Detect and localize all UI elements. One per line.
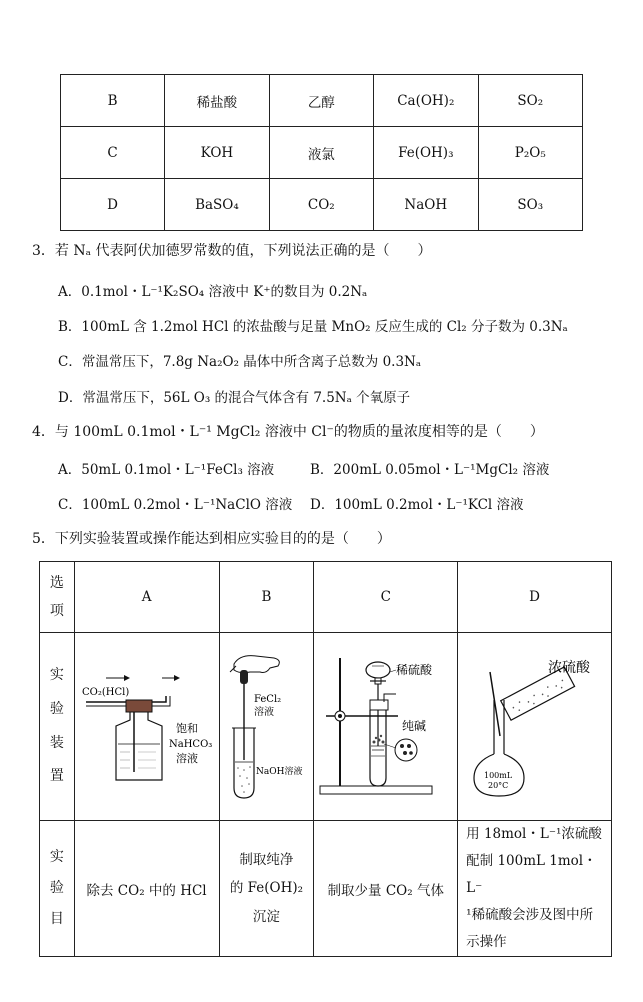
question-4-stem: 4．与 100mL 0.1mol・L⁻¹ MgCl₂ 溶液中 Cl⁻的物质的量浓度相等的是（ ） [32, 424, 544, 440]
header-label-line2: 项 [49, 603, 64, 619]
solution-label-1: 饱和 [175, 721, 198, 735]
question-3-option-b: B．100mL 含 1.2mol HCl 的浓盐酸与足量 MnO₂ 反应生成的 Cl₂ 分子数为 0.3Nₐ [58, 319, 568, 335]
header-label-line1: 选 [49, 575, 64, 591]
gas-generator-figure [316, 650, 456, 800]
question-5-stem: 5．下列实验装置或操作能达到相应实验目的的是（ ） [32, 531, 391, 547]
label-char: 验 [49, 880, 64, 897]
question-3-option-d: D．常温常压下，56L O₃ 的混合气体含有 7.5Nₐ 个氧原子 [58, 390, 411, 406]
reagent-label-1: FeCl₂ [254, 693, 282, 705]
apparatus-label-cell [40, 633, 75, 821]
acid-label: 稀硫酸 [395, 662, 432, 677]
purpose-b-cell [219, 821, 314, 957]
table-row [61, 179, 583, 231]
question-3-option-c: C．常温常压下，7.8g Na₂O₂ 晶体中所含离子总数为 0.3Nₐ [58, 354, 422, 370]
gas-label: CO₂(HCl) [81, 686, 129, 698]
purpose-label-cell [40, 821, 75, 957]
reagent-label-3: NaOH溶液 [256, 766, 303, 777]
header-label-cell [40, 562, 75, 633]
options-table [60, 74, 583, 231]
label-char: 装 [49, 734, 64, 751]
column-header-b: B [219, 562, 314, 633]
dropper-test-tube-figure [220, 650, 312, 800]
flask-label-1: 100mL [483, 770, 512, 780]
table-row [40, 633, 612, 821]
table-row [40, 821, 612, 957]
table-cell: NaOH [373, 179, 478, 231]
question-3-stem: 3．若 Nₐ 代表阿伏加德罗常数的值，下列说法正确的是（ ） [32, 243, 432, 259]
purpose-d-line: 示操作 [466, 934, 507, 950]
column-header-a: A [74, 562, 219, 633]
table-cell: 液氯 [269, 127, 373, 179]
purpose-d-cell [458, 821, 612, 957]
table-cell: 乙醇 [269, 75, 373, 127]
table-cell: D [61, 179, 165, 231]
purpose-b-line: 的 Fe(OH)₂ [229, 880, 304, 897]
solution-label-2: NaHCO₃ [168, 738, 212, 750]
purpose-d-line: ¹稀硫酸会涉及图中所 [466, 907, 594, 923]
table-cell: 稀盐酸 [165, 75, 269, 127]
table-cell: SO₃ [478, 179, 582, 231]
column-header-c: C [314, 562, 458, 633]
question-4-option-b: B．200mL 0.05mol・L⁻¹MgCl₂ 溶液 [310, 462, 550, 478]
label-char: 实 [49, 849, 64, 866]
apparatus-c-cell [314, 633, 458, 821]
purpose-c: 制取少量 CO₂ 气体 [314, 821, 458, 957]
table-cell: CO₂ [269, 179, 373, 231]
column-header-d: D [458, 562, 612, 633]
table-cell: B [61, 75, 165, 127]
question-4-option-a: A．50mL 0.1mol・L⁻¹FeCl₃ 溶液 [58, 462, 275, 478]
flask-label-2: 20°C [487, 780, 508, 790]
conc-acid-label: 浓硫酸 [547, 659, 590, 676]
table-cell: KOH [165, 127, 269, 179]
apparatus-d-cell [458, 633, 612, 821]
question-3-option-a: A．0.1mol・L⁻¹K₂SO₄ 溶液中 K⁺的数目为 0.2Nₐ [58, 284, 368, 300]
purpose-b-line: 沉淀 [252, 908, 280, 925]
table-cell: Fe(OH)₃ [373, 127, 478, 179]
base-label: 纯碱 [401, 718, 426, 733]
label-char: 实 [49, 667, 64, 684]
solution-label-3: 溶液 [175, 751, 198, 765]
experiment-table [39, 561, 612, 957]
gas-washing-bottle-figure [76, 660, 218, 790]
purpose-d-line: 用 18mol・L⁻¹浓硫酸 [466, 826, 602, 842]
table-cell: SO₂ [478, 75, 582, 127]
apparatus-b-cell [219, 633, 314, 821]
volumetric-flask-figure [460, 650, 610, 800]
label-char: 验 [49, 700, 64, 717]
label-char: 置 [49, 768, 64, 785]
question-4-option-c: C．100mL 0.2mol・L⁻¹NaClO 溶液 [58, 497, 293, 513]
table-row [40, 562, 612, 633]
label-char: 目 [49, 910, 64, 927]
table-cell: P₂O₅ [478, 127, 582, 179]
purpose-d-line: 配制 100mL 1mol・L⁻ [466, 853, 597, 896]
table-cell: C [61, 127, 165, 179]
apparatus-a-cell [74, 633, 219, 821]
question-4-option-d: D．100mL 0.2mol・L⁻¹KCl 溶液 [310, 497, 524, 513]
table-cell: Ca(OH)₂ [373, 75, 478, 127]
reagent-label-2: 溶液 [254, 706, 275, 718]
table-row [61, 75, 583, 127]
purpose-b-line: 制取纯净 [239, 851, 294, 868]
table-row [61, 127, 583, 179]
purpose-a: 除去 CO₂ 中的 HCl [74, 821, 219, 957]
table-cell: BaSO₄ [165, 179, 269, 231]
